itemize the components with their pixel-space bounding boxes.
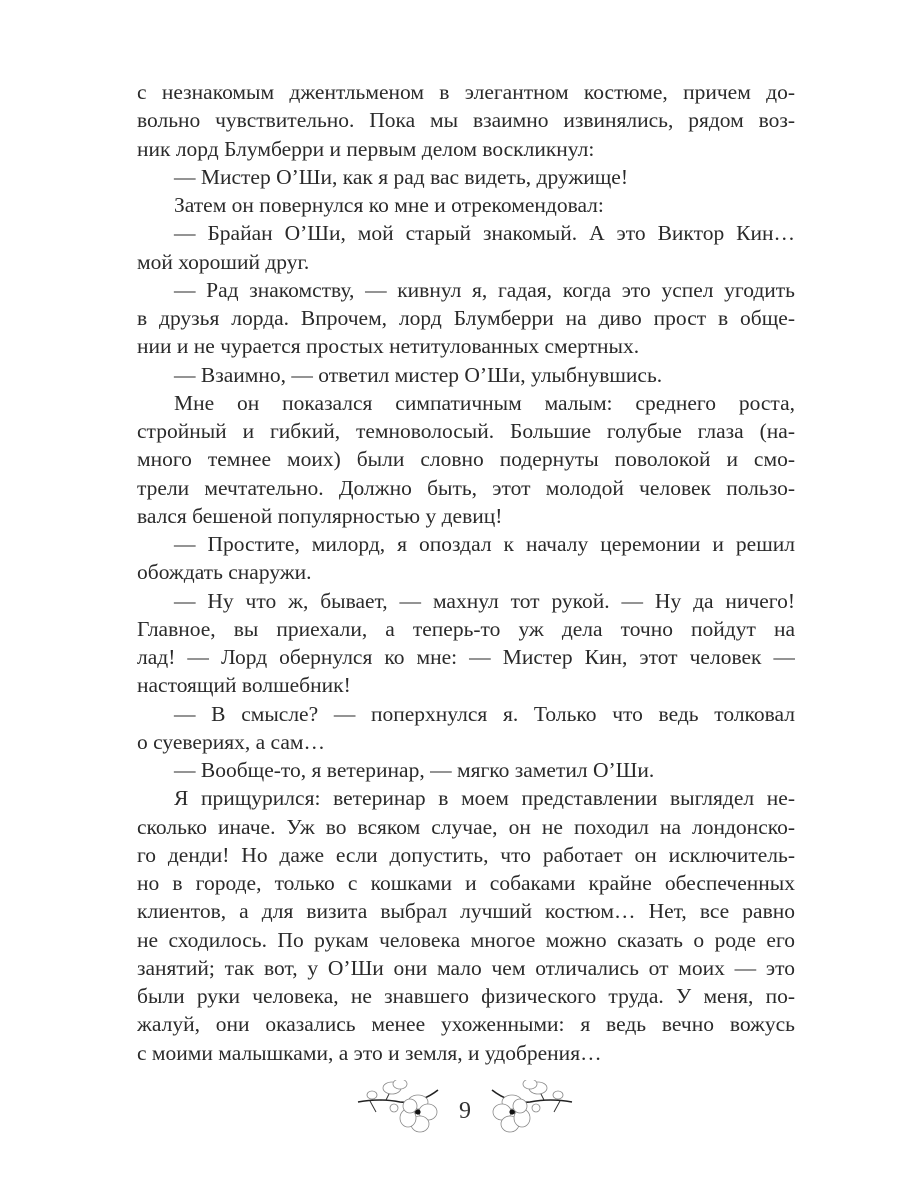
text-line: — В смысле? — поперхнулся я. Только что ведь толковал: [174, 701, 795, 726]
text-line: клиентов, а для визита выбрал лучший костюм… Нет, все равно: [137, 899, 795, 924]
text-line: — Мистер О’Ши, как я рад вас видеть, дружище!: [174, 164, 628, 189]
page-footer: [350, 1080, 580, 1140]
text-line: с незнакомым джентльменом в элегантном костюме, причем до-: [137, 80, 795, 104]
text-line: Главное, вы приехали, а теперь-то уж дела точно пойдут на: [137, 616, 795, 641]
text-line: вольно чувствительно. Пока мы взаимно извинялись, рядом воз-: [137, 108, 795, 133]
text-line: ник лорд Блумберри и первым делом воскликнул:: [137, 136, 595, 161]
text-line: занятий; так вот, у О’Ши они мало чем отличались от моих — это: [137, 955, 795, 980]
text-line: были руки человека, не знавшего физического труда. У меня, по-: [137, 984, 795, 1008]
text-line: лад! — Лорд обернулся ко мне: — Мистер Кин, этот человек —: [137, 645, 795, 669]
text-line: — Взаимно, — ответил мистер О’Ши, улыбнувшись.: [174, 362, 663, 387]
text-line: с моими малышками, а это и земля, и удобрения…: [137, 1040, 602, 1065]
text-line: мой хороший друг.: [137, 249, 310, 274]
text-line: — Рад знакомству, — кивнул я, гадая, когда это успел угодить: [174, 277, 795, 302]
text-line: вался бешеной популярностью у девиц!: [137, 503, 503, 528]
text-line: не сходилось. По рукам человека многое можно сказать о роде его: [137, 927, 795, 952]
text-line: Мне он показался симпатичным малым: среднего роста,: [174, 390, 795, 415]
text-line: — Ну что ж, бывает, — махнул тот рукой. — Ну да ничего!: [174, 588, 795, 613]
text-line: но в городе, только с кошками и собаками крайне обеспеченных: [137, 871, 795, 895]
text-line: много темнее моих) были словно подернуты поволокой и смо-: [137, 447, 795, 472]
text-line: о суевериях, а сам…: [137, 729, 325, 754]
text-line: — Вообще-то, я ветеринар, — мягко заметил О’Ши.: [174, 758, 655, 782]
text-line: — Простите, милорд, я опоздал к началу церемонии и решил: [174, 532, 795, 556]
text-line: сколько иначе. Уж во всяком случае, он не походил на лондонско-: [137, 814, 795, 839]
text-line: Я прищурился: ветеринар в моем представлении выглядел не-: [174, 786, 795, 811]
text-line: обождать снаружи.: [137, 560, 312, 585]
text-line: — Брайан О’Ши, мой старый знакомый. А это Виктор Кин…: [174, 221, 795, 246]
text-line: жалуй, они оказались менее ухоженными: я ведь вечно вожусь: [137, 1012, 795, 1037]
text-line: в друзья лорда. Впрочем, лорд Блумберри на диво прост в обще-: [137, 306, 795, 330]
text-line: стройный и гибкий, темноволосый. Большие голубые глаза (на-: [137, 419, 795, 443]
text-line: Затем он повернулся ко мне и отрекомендовал:: [174, 193, 604, 217]
text-line: настоящий волшебник!: [137, 673, 351, 698]
page-number: 9: [459, 1098, 471, 1124]
body-text: [137, 78, 795, 1067]
text-line: трели мечтательно. Должно быть, этот молодой человек пользо-: [137, 475, 795, 500]
text-line: го денди! Но даже если допустить, что работает он исключитель-: [137, 842, 795, 867]
text-line: нии и не чурается простых нетитулованных смертных.: [137, 334, 640, 359]
floral-branch-icon: [490, 1080, 580, 1140]
